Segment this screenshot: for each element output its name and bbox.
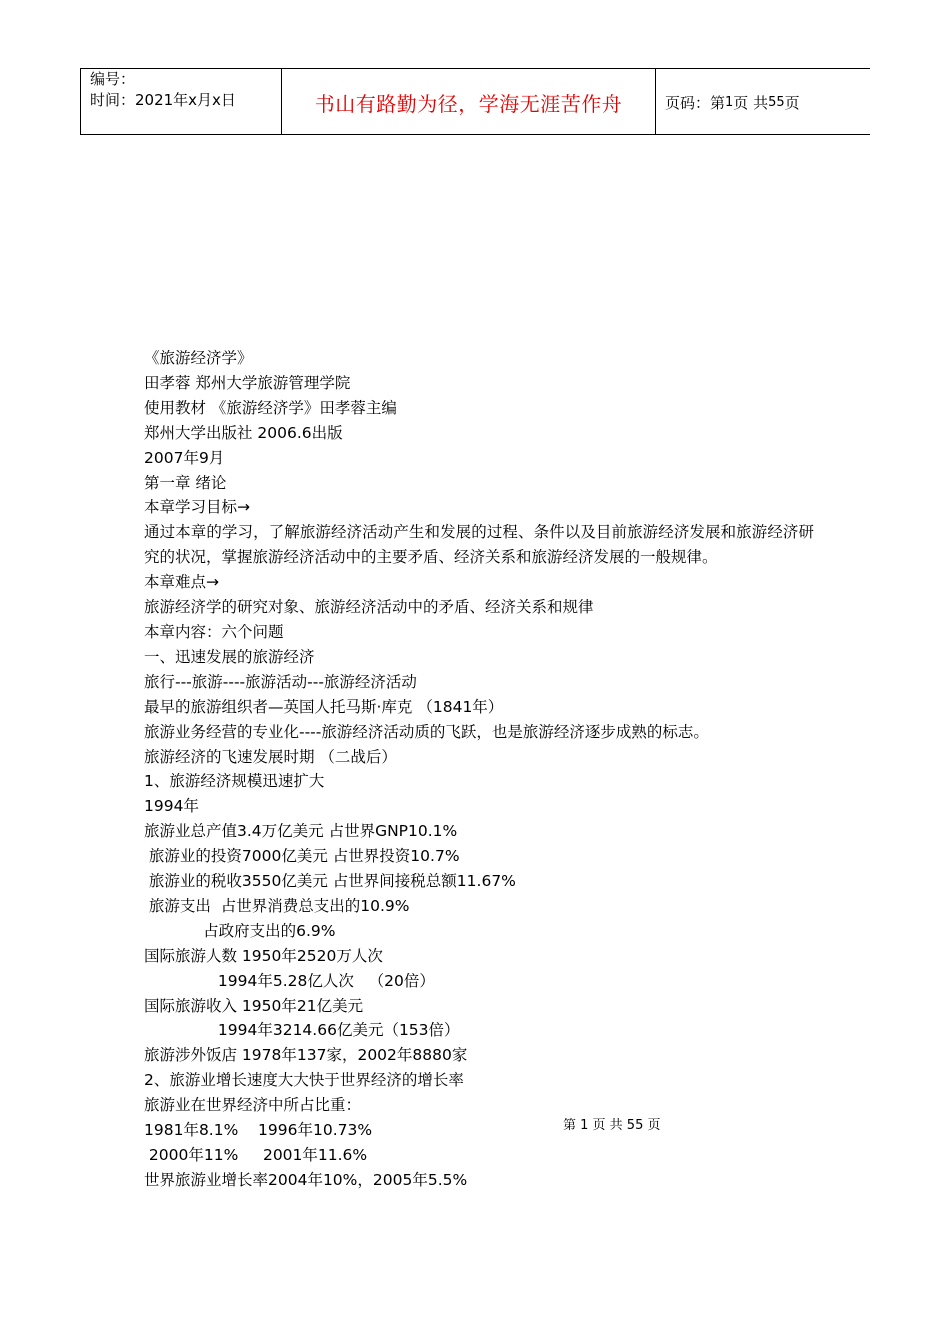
text-line: 1994年5.28亿人次 （20倍） — [144, 971, 435, 990]
page-prefix: 页码：第 — [665, 93, 726, 112]
page-footer: 第 1 页 共 55 页 — [563, 1118, 661, 1133]
text-line: 旅游涉外饭店 1978年137家，2002年8880家 — [144, 1046, 468, 1065]
content-heading: 本章内容：六个问题 — [144, 622, 284, 641]
text-line: 旅游业的投资7000亿美元 占世界投资10.7% — [144, 847, 460, 866]
objectives-heading: 本章学习目标→ — [144, 498, 250, 517]
page-current: 1 — [725, 94, 734, 110]
subsection-heading: 1、旅游经济规模迅速扩大 — [144, 772, 325, 791]
text-line: 1994年 — [144, 797, 199, 816]
page-suffix: 页 — [784, 93, 800, 112]
text-line: 旅游经济的飞速发展时期 （二战后） — [144, 747, 397, 766]
page-total: 55 — [768, 94, 785, 110]
text-line: 2000年11% 2001年11.6% — [144, 1146, 368, 1164]
text-line: 旅游业务经营的专业化----旅游经济活动质的飞跃，也是旅游经济逐步成熟的标志。 — [144, 722, 709, 741]
author-line: 田孝蓉 郑州大学旅游管理学院 — [144, 373, 351, 392]
section-heading: 一、迅速发展的旅游经济 — [144, 647, 315, 666]
publisher-line: 郑州大学出版社 2006.6出版 — [144, 423, 343, 442]
header-meta-cell — [81, 69, 282, 135]
date-line: 2007年9月 — [144, 448, 225, 467]
document-id-label: 编号： — [90, 70, 136, 88]
text-line: 占政府支出的6.9% — [144, 921, 336, 940]
difficulty-text: 旅游经济学的研究对象、旅游经济活动中的矛盾、经济关系和规律 — [144, 598, 594, 617]
text-line: 世界旅游业增长率2004年10%，2005年5.5% — [144, 1170, 468, 1189]
textbook-line: 使用教材 《旅游经济学》田孝蓉主编 — [144, 398, 397, 417]
header-page-cell — [656, 69, 871, 135]
chapter-heading: 第一章 绪论 — [144, 473, 227, 492]
page-mid: 页 共 — [733, 93, 769, 112]
difficulty-heading: 本章难点→ — [144, 573, 219, 592]
header-motto-cell — [282, 69, 656, 135]
text-line: 最早的旅游组织者—英国人托马斯·库克 （1841年） — [144, 697, 504, 716]
header-motto: 书山有路勤为径，学海无涯苦作舟 — [314, 91, 623, 116]
text-line: 1981年8.1% 1996年10.73% — [144, 1121, 373, 1140]
document-header — [80, 68, 870, 135]
text-line: 旅游业总产值3.4万亿美元 占世界GNP10.1% — [144, 822, 458, 841]
text-line: 国际旅游收入 1950年21亿美元 — [144, 996, 364, 1015]
text-line: 旅游业的税收3550亿美元 占世界间接税总额11.67% — [144, 872, 516, 891]
document-body — [144, 346, 814, 1193]
objectives-paragraph: 通过本章的学习，了解旅游经济活动产生和发展的过程、条件以及目前旅游经济发展和旅游经济研究的状况，掌握旅游经济活动中的主要矛盾、经济关系和旅游经济发展的一般规律。 — [144, 523, 814, 567]
text-line: 1994年3214.66亿美元（153倍） — [144, 1021, 460, 1040]
document-time-label: 时间：2021年x月x日 — [90, 91, 236, 109]
text-line: 旅游支出 占世界消费总支出的10.9% — [144, 896, 410, 915]
text-line: 旅行---旅游----旅游活动---旅游经济活动 — [144, 672, 417, 691]
text-line: 国际旅游人数 1950年2520万人次 — [144, 946, 383, 965]
book-title: 《旅游经济学》 — [144, 349, 253, 367]
subsection-heading: 2、旅游业增长速度大大快于世界经济的增长率 — [144, 1071, 464, 1090]
text-line: 旅游业在世界经济中所占比重： — [144, 1096, 362, 1115]
